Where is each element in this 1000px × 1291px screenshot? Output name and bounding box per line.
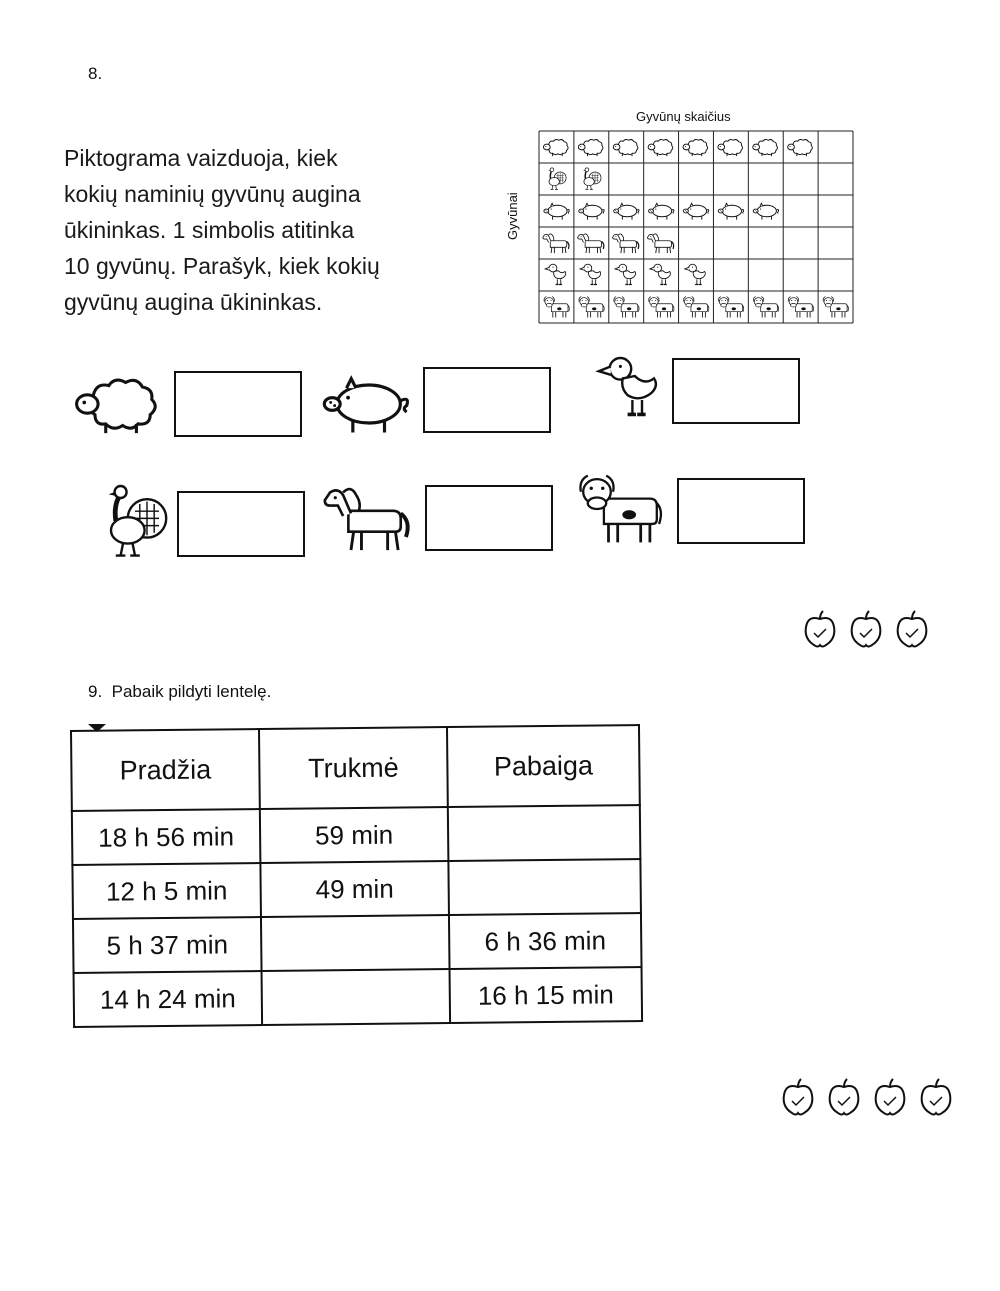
apple-icon[interactable] xyxy=(800,608,840,650)
cow-symbol xyxy=(823,297,848,318)
cow-symbol xyxy=(579,297,604,318)
answer-cow xyxy=(574,468,666,555)
cow-icon xyxy=(574,468,666,550)
horse-symbol xyxy=(543,234,569,253)
table-header-row xyxy=(71,725,640,811)
table-cell-answer[interactable] xyxy=(261,915,450,971)
table-row xyxy=(74,967,643,1027)
sheep-symbol xyxy=(543,139,568,156)
table-row xyxy=(72,859,641,919)
answer-box-cow[interactable] xyxy=(677,478,805,544)
task-9-number: 9. xyxy=(88,682,103,701)
intro-line: kokių naminių gyvūnų augina xyxy=(64,181,361,207)
table-cell-answer[interactable] xyxy=(448,805,641,861)
apple-icon[interactable] xyxy=(778,1076,818,1118)
sheep-symbol xyxy=(613,139,638,156)
table-cell: 14 h 24 min xyxy=(74,971,263,1027)
sheep-symbol xyxy=(718,139,743,156)
header-cell: Trukmė xyxy=(259,727,448,809)
header-cell: Pradžia xyxy=(71,729,260,811)
answer-pig xyxy=(318,372,413,441)
cow-symbol xyxy=(718,297,743,318)
table-cell-answer[interactable] xyxy=(448,859,641,915)
pig-symbol xyxy=(683,203,708,219)
table-cell: 5 h 37 min xyxy=(73,917,262,973)
answer-turkey xyxy=(98,480,172,569)
cow-symbol xyxy=(788,297,813,318)
duck-symbol xyxy=(580,264,601,284)
pig-symbol xyxy=(579,203,604,219)
cow-symbol xyxy=(649,297,674,318)
horse-symbol xyxy=(613,234,639,253)
pictogram-chart xyxy=(538,130,854,326)
pig-symbol xyxy=(753,203,778,219)
cow-symbol xyxy=(614,297,639,318)
table-cell-answer[interactable] xyxy=(262,969,451,1025)
cow-symbol xyxy=(684,297,709,318)
table-row xyxy=(72,805,641,865)
time-table-wrapper xyxy=(70,724,643,1028)
intro-line: gyvūnų augina ūkininkas. xyxy=(64,289,323,315)
turkey-symbol xyxy=(583,168,601,190)
sheep-symbol xyxy=(753,139,778,156)
sheep-symbol xyxy=(683,139,708,156)
intro-line: Piktograma vaizduoja, kiek xyxy=(64,145,338,171)
turkey-icon xyxy=(98,480,172,564)
duck-symbol xyxy=(615,264,636,284)
intro-line: ūkininkas. 1 simbolis atitinka xyxy=(64,217,355,243)
pig-icon xyxy=(318,372,413,436)
horse-symbol xyxy=(578,234,604,253)
pig-symbol xyxy=(544,203,569,219)
answer-box-horse[interactable] xyxy=(425,485,553,551)
sheep-symbol xyxy=(788,139,813,156)
apple-icon[interactable] xyxy=(916,1076,956,1118)
table-cell: 59 min xyxy=(260,807,449,863)
task-9-score xyxy=(778,1076,962,1123)
sheep-icon xyxy=(72,372,164,436)
pictogram-grid xyxy=(539,131,853,323)
apple-icon[interactable] xyxy=(824,1076,864,1118)
turkey-symbol xyxy=(548,168,566,190)
header-cell: Pabaiga xyxy=(447,725,640,807)
apple-icon[interactable] xyxy=(892,608,932,650)
answer-box-sheep[interactable] xyxy=(174,371,302,437)
horse-icon xyxy=(318,482,418,554)
intro-line: 10 gyvūnų. Parašyk, kiek kokių xyxy=(64,253,380,279)
pig-symbol xyxy=(649,203,674,219)
table-cell: 6 h 36 min xyxy=(449,913,642,969)
table-cell: 16 h 15 min xyxy=(450,967,643,1023)
apple-icon[interactable] xyxy=(870,1076,910,1118)
answer-horse xyxy=(318,482,418,559)
horse-symbol xyxy=(647,234,673,253)
answer-box-duck[interactable] xyxy=(672,358,800,424)
sheep-symbol xyxy=(648,139,673,156)
duck-symbol xyxy=(685,264,706,284)
cow-symbol xyxy=(753,297,778,318)
cow-symbol xyxy=(544,297,569,318)
task-9-heading xyxy=(88,682,271,702)
answer-box-turkey[interactable] xyxy=(177,491,305,557)
duck-symbol xyxy=(545,264,566,284)
task-8-score xyxy=(800,608,938,655)
table-cell: 18 h 56 min xyxy=(72,809,261,865)
sheep-symbol xyxy=(578,139,603,156)
table-row xyxy=(73,913,642,973)
answer-duck xyxy=(594,348,666,433)
time-table xyxy=(70,724,643,1028)
task-8-intro xyxy=(64,140,484,320)
apple-icon[interactable] xyxy=(846,608,886,650)
task-9-instruction: Pabaik pildyti lentelę. xyxy=(111,682,272,701)
pig-symbol xyxy=(718,203,743,219)
answer-box-pig[interactable] xyxy=(423,367,551,433)
duck-icon xyxy=(594,348,666,428)
pictogram-y-label: Gyvūnai xyxy=(505,192,520,240)
pig-symbol xyxy=(614,203,639,219)
duck-symbol xyxy=(650,264,671,284)
table-cell: 49 min xyxy=(260,861,449,917)
answer-sheep xyxy=(72,372,164,441)
task-8-number: 8. xyxy=(88,64,103,83)
pictogram-title: Gyvūnų skaičius xyxy=(636,109,731,124)
table-cell: 12 h 5 min xyxy=(72,863,261,919)
